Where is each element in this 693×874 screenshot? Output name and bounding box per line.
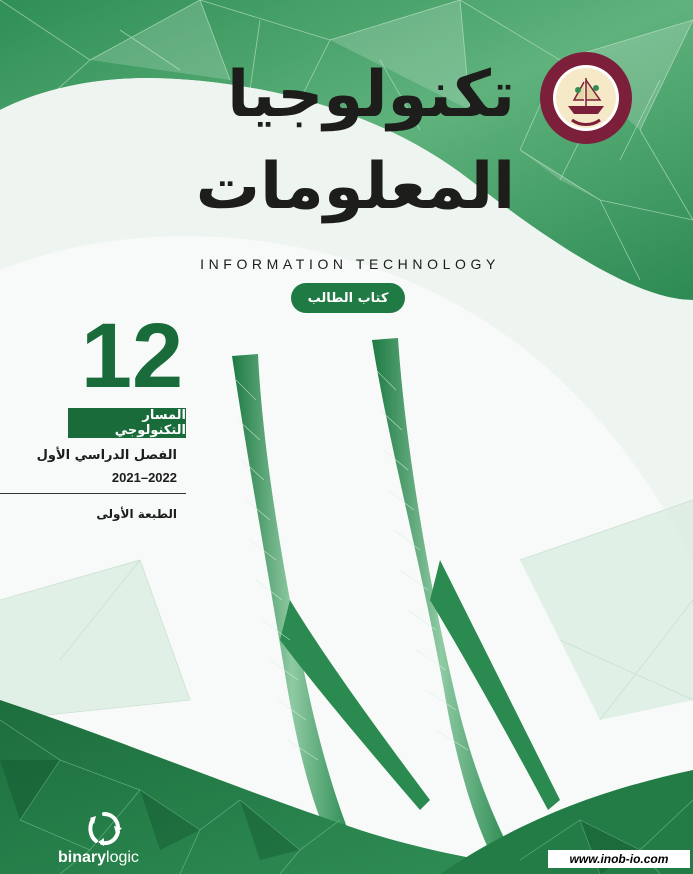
academic-year: 2021–2022 [111,470,177,485]
publisher-name-regular: logic [106,849,139,866]
grade-number: 12 [80,305,184,407]
watermark-url: www.inob-io.com [548,850,690,868]
track-label: المسار التكنولوجي [68,408,186,438]
semester-label: الفصل الدراسي الأول [36,448,177,463]
divider-line [0,493,186,494]
qatar-emblem-icon [538,50,634,146]
book-type-badge: كتاب الطالب [291,283,405,313]
publisher-logo-text [58,849,139,867]
edition-label: الطبعة الأولى [96,507,177,521]
arabic-title-line1: تكنولوجيا [227,58,515,132]
publisher-name-bold: binary [58,849,107,866]
arabic-title-line2: المعلومات [195,150,515,224]
english-title: INFORMATION TECHNOLOGY [200,256,500,272]
binarylogic-logo-icon [84,808,124,848]
